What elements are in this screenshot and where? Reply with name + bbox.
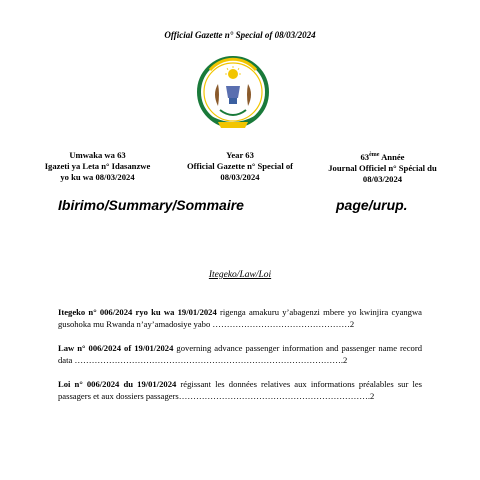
toc-entry-french[interactable]: Loi n° 006/2024 du 19/01/2024 régissant les données relatives aux informations préalables sur les passagers et aux dossiers passagers………………………………………………………….2 bbox=[58, 379, 422, 401]
french-header-column: 63ème Année Journal Officiel n° Spécial du 08/03/2024 bbox=[328, 151, 437, 184]
toc-entry-kinyarwanda[interactable]: Itegeko n° 006/2024 ryo ku wa 19/01/2024 rigenga amakuru y’abagenzi mbere yo kwinjira cyangwa gusohoka mu Rwanda n’ay’amadosiye yabo …………………………………………2 bbox=[58, 307, 422, 329]
toc-entry-english[interactable]: Law n° 006/2024 of 19/01/2024 governing advance passenger information and passenger name record data ………………………………………………………………………………….2 bbox=[58, 343, 422, 365]
coat-of-arms-icon bbox=[196, 54, 270, 136]
english-header-column: Year 63 Official Gazette n° Special of 08/03/2024 bbox=[186, 150, 294, 182]
section-heading: Itegeko/Law/Loi bbox=[208, 270, 272, 280]
summary-title: Ibirimo/Summary/Sommaire bbox=[58, 197, 244, 213]
page-column-label: page/urup. bbox=[336, 197, 408, 213]
gazette-header-title: Official Gazette n° Special of 08/03/2024 bbox=[164, 30, 316, 40]
kinyarwanda-header-column: Umwaka wa 63 Igazeti ya Leta n° Idasanzwe yo ku wa 08/03/2024 bbox=[44, 150, 151, 182]
